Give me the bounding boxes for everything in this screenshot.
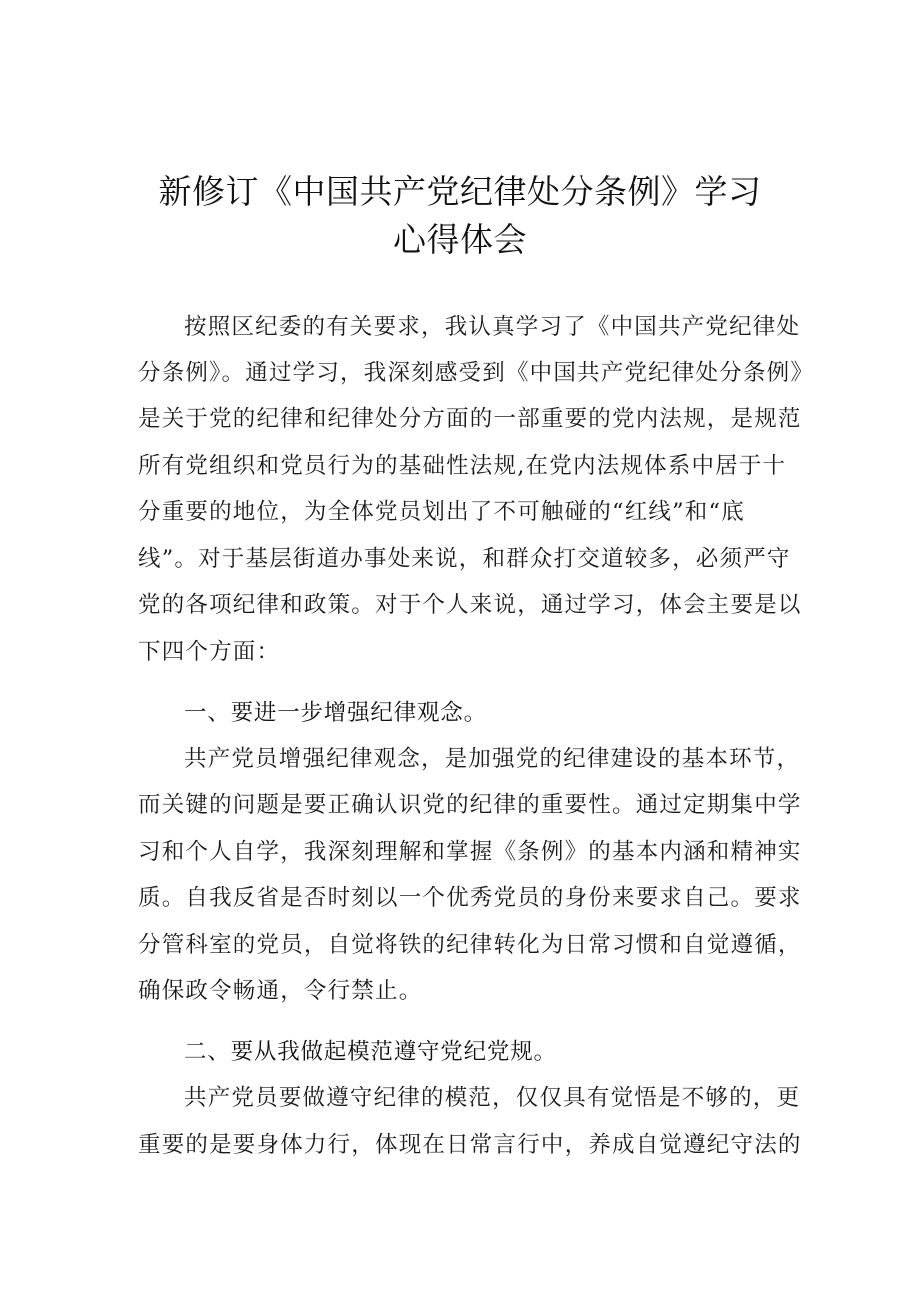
body-text-line: 而关键的问题是要正确认识党的纪律的重要性。通过定期集中学 <box>138 792 802 818</box>
body-text-line: 分管科室的党员，自觉将铁的纪律转化为日常习惯和自觉遵循， <box>138 932 802 958</box>
body-text-line: 所有党组织和党员行为的基础性法规,在党内法规体系中居于十 <box>138 453 787 479</box>
document-title-line-2: 心得体会 <box>393 220 527 259</box>
body-text-line: 下四个方面： <box>138 639 281 665</box>
body-text-line: 是关于党的纪律和纪律处分方面的一部重要的党内法规，是规范 <box>138 406 802 432</box>
body-text-line: 分条例》。通过学习，我深刻感受到《中国共产党纪律处分条例》 <box>138 360 815 386</box>
body-text-line: 线”。对于基层街道办事处来说，和群众打交道较多，必须严守 <box>138 546 791 572</box>
body-text-line: 党的各项纪律和政策。对于个人来说，通过学习，体会主要是以 <box>138 592 802 618</box>
body-text-line: 习和个人自学，我深刻理解和掌握《条例》的基本内涵和精神实 <box>138 839 802 865</box>
body-text-line: 共产党员增强纪律观念，是加强党的纪律建设的基本环节， <box>184 746 801 772</box>
body-text-line: 按照区纪委的有关要求，我认真学习了《中国共产党纪律处 <box>184 314 801 340</box>
body-text-line: 确保政令畅通，令行禁止。 <box>138 978 423 1004</box>
body-text-line: 共产党员要做遵守纪律的模范，仅仅具有觉悟是不够的，更 <box>184 1085 801 1111</box>
document-title-line-1: 新修订《中国共产党纪律处分条例》学习 <box>158 172 762 211</box>
body-text-line: 重要的是要身体力行，体现在日常言行中，养成自觉遵纪守法的 <box>138 1132 802 1158</box>
body-text-line: 质。自我反省是否时刻以一个优秀党员的身份来要求自己。要求 <box>138 885 802 911</box>
section-heading: 二、要从我做起模范遵守党纪党规。 <box>184 1039 557 1065</box>
body-text-line: 分重要的地位，为全体党员划出了不可触碰的“红线”和“底 <box>138 499 745 525</box>
section-heading: 一、要进一步增强纪律观念。 <box>184 700 487 726</box>
